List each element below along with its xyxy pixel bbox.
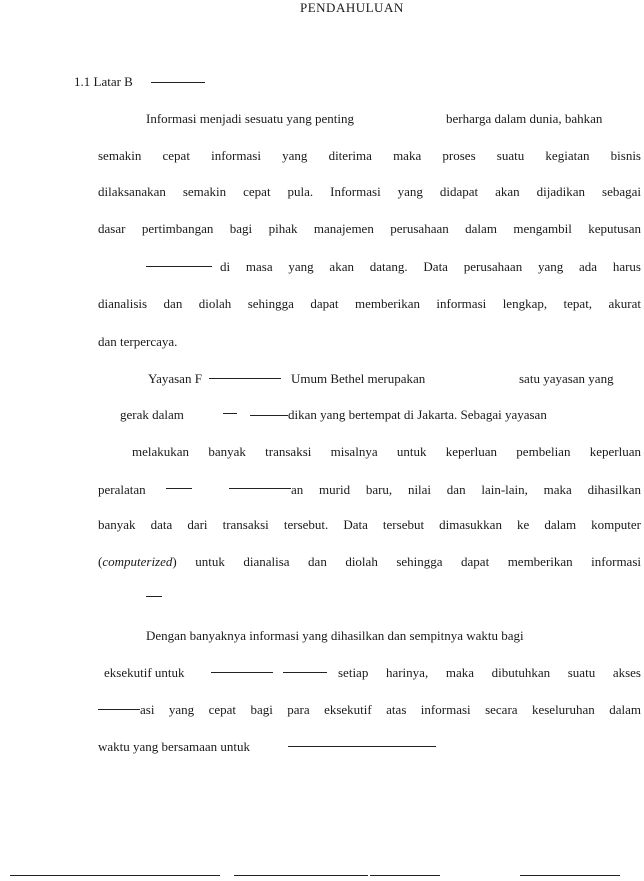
text-line: berharga dalam dunia, bahkan <box>446 111 603 126</box>
line-rest: ) untuk dianalisa dan diolah sehingga dapat memberikan informasi <box>172 554 641 569</box>
text-line: peralatan <box>98 482 146 497</box>
redaction-bar <box>250 415 288 416</box>
redaction-bar <box>98 709 140 710</box>
redaction-bar <box>229 488 291 489</box>
text-line: eksekutif untuk <box>104 665 185 680</box>
bottom-rule <box>520 875 620 876</box>
text-line: Dengan banyaknya informasi yang dihasilkan dan sempitnya waktu bagi <box>146 628 524 643</box>
text-line: dianalisis dan diolah sehingga dapat memberikan informasi lengkap, tepat, akurat <box>98 296 641 311</box>
text-line: semakin cepat informasi yang diterima maka proses suatu kegiatan bisnis <box>98 148 641 163</box>
text-line: an murid baru, nilai dan lain-lain, maka dihasilkan <box>291 482 641 497</box>
bottom-rule <box>370 875 440 876</box>
bottom-rule <box>234 875 368 876</box>
redaction-bar <box>288 746 436 747</box>
italic-term: computerized <box>102 554 173 569</box>
paren-open: ( <box>98 554 103 569</box>
redaction-bar <box>146 266 212 267</box>
text-line <box>98 554 641 570</box>
redaction-bar <box>211 672 273 673</box>
bottom-rule <box>10 875 220 876</box>
text-line: Umum Bethel merupakan <box>291 371 426 386</box>
text-line: Yayasan F <box>148 371 202 386</box>
redaction-bar <box>146 596 162 597</box>
text-line: waktu yang bersamaan untuk <box>98 739 250 754</box>
text-line: dan terpercaya. <box>98 334 178 349</box>
text-line: setiap harinya, maka dibutuhkan suatu akses <box>338 665 641 680</box>
redaction-bar <box>223 413 237 414</box>
section-heading: 1.1 Latar B <box>74 74 133 89</box>
text-line: melakukan banyak transaksi misalnya untuk keperluan pembelian keperluan <box>132 444 641 459</box>
text-line: banyak data dari transaksi tersebut. Data tersebut dimasukkan ke dalam komputer <box>98 517 641 532</box>
text-line: asi yang cepat bagi para eksekutif atas informasi secara keseluruhan dalam <box>140 702 641 717</box>
text-line: gerak dalam <box>120 407 184 422</box>
text-line: dikan yang bertempat di Jakarta. Sebagai yayasan <box>288 407 547 422</box>
text-line: dasar pertimbangan bagi pihak manajemen perusahaan dalam mengambil keputusan <box>98 221 641 236</box>
text-line: satu yayasan yang <box>519 371 614 386</box>
redaction-bar <box>151 82 205 83</box>
redaction-bar <box>283 672 327 673</box>
page-title: PENDAHULUAN <box>300 0 404 15</box>
text-line: Informasi menjadi sesuatu yang penting <box>146 111 354 126</box>
text-line: dilaksanakan semakin cepat pula. Informasi yang didapat akan dijadikan sebagai <box>98 184 641 199</box>
redaction-bar <box>166 488 192 489</box>
redaction-bar <box>209 378 281 379</box>
text-line: di masa yang akan datang. Data perusahaan yang ada harus <box>220 259 641 274</box>
